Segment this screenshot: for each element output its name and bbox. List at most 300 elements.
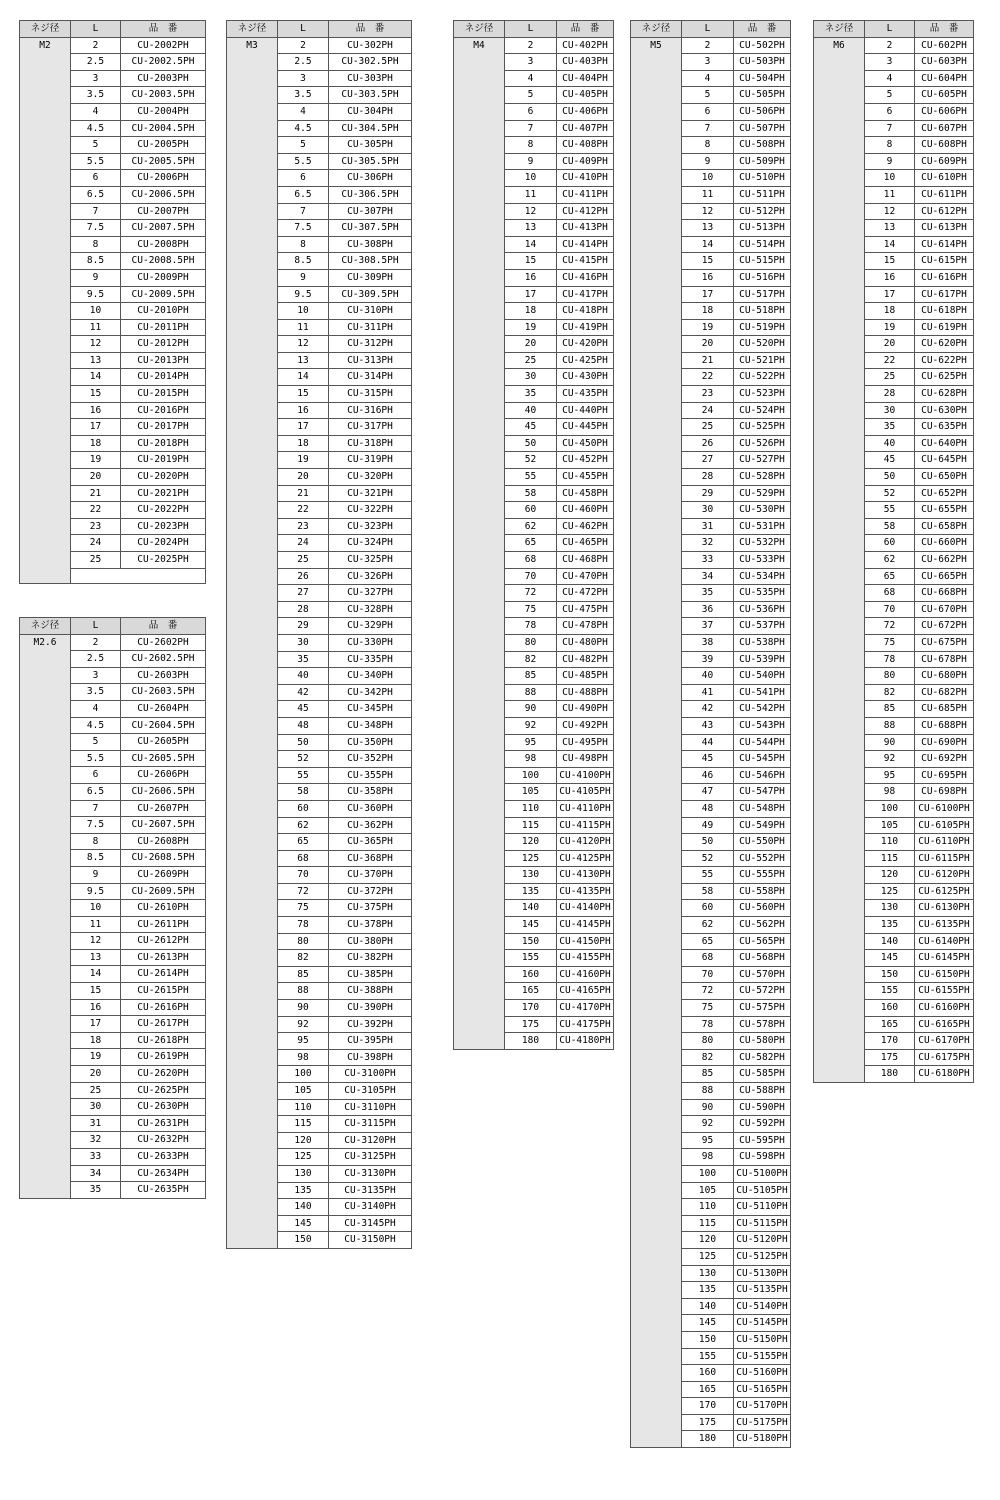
part-number-cell: CU-380PH	[329, 933, 412, 950]
part-number-cell: CU-543PH	[734, 717, 791, 734]
length-cell: 19	[682, 319, 734, 336]
part-number-cell: CU-2003PH	[121, 70, 206, 87]
part-number-cell: CU-532PH	[734, 535, 791, 552]
length-cell: 175	[682, 1414, 734, 1431]
part-number-cell: CU-530PH	[734, 502, 791, 519]
length-cell: 70	[865, 601, 915, 618]
part-number-cell: CU-5100PH	[734, 1165, 791, 1182]
part-number-cell: CU-306.5PH	[329, 186, 412, 203]
length-cell: 105	[682, 1182, 734, 1199]
part-number-cell: CU-549PH	[734, 817, 791, 834]
part-number-cell: CU-2007PH	[121, 203, 206, 220]
length-cell: 5.5	[278, 153, 329, 170]
length-cell: 145	[865, 950, 915, 967]
length-cell: 75	[865, 634, 915, 651]
part-number-cell: CU-2006.5PH	[121, 186, 206, 203]
length-cell: 58	[865, 518, 915, 535]
part-number-cell: CU-4105PH	[557, 784, 614, 801]
part-number-cell: CU-322PH	[329, 502, 412, 519]
length-cell: 8	[71, 236, 121, 253]
length-cell: 31	[71, 1115, 121, 1132]
length-cell: 28	[865, 386, 915, 403]
part-number-cell: CU-2606PH	[121, 767, 206, 784]
part-number-cell: CU-416PH	[557, 269, 614, 286]
length-cell: 13	[682, 220, 734, 237]
length-cell: 170	[865, 1033, 915, 1050]
length-cell: 2.5	[71, 54, 121, 71]
part-number-cell: CU-475PH	[557, 601, 614, 618]
length-cell: 180	[505, 1033, 557, 1050]
part-number-cell: CU-495PH	[557, 734, 614, 751]
screw-size-cell: M2.6	[20, 634, 71, 1198]
part-number-cell: CU-425PH	[557, 352, 614, 369]
part-number-cell: CU-4145PH	[557, 917, 614, 934]
part-number-cell: CU-506PH	[734, 103, 791, 120]
part-number-cell: CU-2004PH	[121, 103, 206, 120]
length-cell: 17	[71, 1016, 121, 1033]
part-number-cell: CU-2008.5PH	[121, 253, 206, 270]
part-number-cell: CU-340PH	[329, 668, 412, 685]
part-number-cell: CU-4125PH	[557, 850, 614, 867]
header-part-number: 品 番	[734, 21, 791, 38]
part-number-cell: CU-620PH	[915, 336, 974, 353]
part-number-cell: CU-409PH	[557, 153, 614, 170]
part-number-cell: CU-2607PH	[121, 800, 206, 817]
length-cell: 9.5	[71, 883, 121, 900]
length-cell: 58	[505, 485, 557, 502]
length-cell: 19	[278, 452, 329, 469]
part-number-cell: CU-490PH	[557, 701, 614, 718]
part-number-cell: CU-4130PH	[557, 867, 614, 884]
length-cell: 115	[865, 850, 915, 867]
length-cell: 40	[505, 402, 557, 419]
length-cell: 72	[505, 585, 557, 602]
length-cell: 55	[278, 767, 329, 784]
length-cell: 16	[865, 269, 915, 286]
length-cell: 82	[865, 684, 915, 701]
length-cell: 52	[865, 485, 915, 502]
length-cell: 46	[682, 767, 734, 784]
length-cell: 52	[682, 850, 734, 867]
part-number-cell: CU-375PH	[329, 900, 412, 917]
length-cell: 41	[682, 684, 734, 701]
part-number-cell: CU-342PH	[329, 684, 412, 701]
length-cell: 88	[682, 1083, 734, 1100]
part-number-cell: CU-2617PH	[121, 1016, 206, 1033]
part-number-cell: CU-588PH	[734, 1083, 791, 1100]
part-number-cell: CU-6105PH	[915, 817, 974, 834]
header-size: ネジ径	[814, 21, 865, 38]
part-number-cell: CU-2012PH	[121, 336, 206, 353]
part-number-cell: CU-2025PH	[121, 552, 206, 569]
part-number-cell: CU-2022PH	[121, 502, 206, 519]
length-cell: 72	[278, 883, 329, 900]
length-cell: 17	[682, 286, 734, 303]
part-number-cell: CU-606PH	[915, 103, 974, 120]
length-cell: 85	[505, 668, 557, 685]
part-number-cell: CU-550PH	[734, 834, 791, 851]
part-number-cell: CU-602PH	[915, 37, 974, 54]
length-cell: 9	[278, 269, 329, 286]
part-number-cell: CU-324PH	[329, 535, 412, 552]
screw-size-cell: M5	[631, 37, 682, 1447]
part-number-cell: CU-430PH	[557, 369, 614, 386]
part-number-cell: CU-2007.5PH	[121, 220, 206, 237]
part-number-cell: CU-2605.5PH	[121, 750, 206, 767]
part-number-cell: CU-2604PH	[121, 700, 206, 717]
part-number-cell: CU-335PH	[329, 651, 412, 668]
part-number-cell: CU-2615PH	[121, 983, 206, 1000]
part-number-cell: CU-410PH	[557, 170, 614, 187]
length-cell: 3	[505, 54, 557, 71]
length-cell: 4	[865, 70, 915, 87]
part-number-cell: CU-5150PH	[734, 1331, 791, 1348]
length-cell: 30	[71, 1099, 121, 1116]
length-cell: 115	[682, 1215, 734, 1232]
part-number-cell: CU-310PH	[329, 303, 412, 320]
part-number-cell: CU-5180PH	[734, 1431, 791, 1448]
length-cell: 100	[278, 1066, 329, 1083]
part-number-cell: CU-452PH	[557, 452, 614, 469]
length-cell: 110	[865, 834, 915, 851]
part-number-cell: CU-317PH	[329, 419, 412, 436]
length-cell: 7	[505, 120, 557, 137]
length-cell: 7	[71, 203, 121, 220]
part-number-cell: CU-2614PH	[121, 966, 206, 983]
length-cell: 88	[505, 684, 557, 701]
part-number-cell: CU-6180PH	[915, 1066, 974, 1083]
part-number-cell: CU-2605PH	[121, 734, 206, 751]
spec-table-m6	[813, 20, 974, 1083]
part-number-cell: CU-419PH	[557, 319, 614, 336]
part-number-cell: CU-604PH	[915, 70, 974, 87]
part-number-cell: CU-2630PH	[121, 1099, 206, 1116]
length-cell: 16	[71, 999, 121, 1016]
length-cell: 8	[682, 137, 734, 154]
length-cell: 155	[865, 983, 915, 1000]
length-cell: 80	[505, 634, 557, 651]
length-cell: 58	[278, 784, 329, 801]
part-number-cell: CU-6150PH	[915, 966, 974, 983]
part-number-cell: CU-304PH	[329, 103, 412, 120]
part-number-cell: CU-5155PH	[734, 1348, 791, 1365]
part-number-cell: CU-628PH	[915, 386, 974, 403]
part-number-cell: CU-545PH	[734, 751, 791, 768]
length-cell: 2.5	[278, 54, 329, 71]
part-number-cell: CU-4175PH	[557, 1016, 614, 1033]
length-cell: 24	[682, 402, 734, 419]
part-number-cell: CU-3150PH	[329, 1232, 412, 1249]
part-number-cell: CU-3115PH	[329, 1116, 412, 1133]
part-number-cell: CU-2005.5PH	[121, 153, 206, 170]
part-number-cell: CU-440PH	[557, 402, 614, 419]
part-number-cell: CU-313PH	[329, 352, 412, 369]
part-number-cell: CU-435PH	[557, 386, 614, 403]
length-cell: 30	[682, 502, 734, 519]
part-number-cell: CU-362PH	[329, 817, 412, 834]
part-number-cell: CU-327PH	[329, 585, 412, 602]
part-number-cell: CU-328PH	[329, 601, 412, 618]
length-cell: 62	[682, 917, 734, 934]
length-cell: 125	[865, 883, 915, 900]
length-cell: 21	[278, 485, 329, 502]
length-cell: 6	[71, 767, 121, 784]
length-cell: 18	[71, 435, 121, 452]
part-number-cell: CU-650PH	[915, 469, 974, 486]
part-number-cell: CU-329PH	[329, 618, 412, 635]
part-number-cell: CU-572PH	[734, 983, 791, 1000]
header-part-number: 品 番	[915, 21, 974, 38]
length-cell: 150	[278, 1232, 329, 1249]
length-cell: 95	[505, 734, 557, 751]
length-cell: 45	[682, 751, 734, 768]
part-number-cell: CU-2606.5PH	[121, 783, 206, 800]
length-cell: 9	[682, 153, 734, 170]
length-cell: 2	[278, 37, 329, 54]
part-number-cell: CU-3140PH	[329, 1199, 412, 1216]
part-number-cell: CU-2620PH	[121, 1066, 206, 1083]
length-cell: 12	[71, 933, 121, 950]
header-size: ネジ径	[227, 21, 278, 38]
length-cell: 8	[505, 137, 557, 154]
part-number-cell: CU-4110PH	[557, 800, 614, 817]
part-number-cell: CU-2009PH	[121, 269, 206, 286]
length-cell: 33	[71, 1149, 121, 1166]
length-cell: 11	[505, 186, 557, 203]
part-number-cell: CU-309.5PH	[329, 286, 412, 303]
length-cell: 26	[278, 568, 329, 585]
length-cell: 14	[71, 966, 121, 983]
part-number-cell: CU-685PH	[915, 701, 974, 718]
part-number-cell: CU-611PH	[915, 186, 974, 203]
length-cell: 2	[71, 37, 121, 54]
part-number-cell: CU-314PH	[329, 369, 412, 386]
length-cell: 47	[682, 784, 734, 801]
length-cell: 18	[71, 1032, 121, 1049]
length-cell: 19	[505, 319, 557, 336]
part-number-cell: CU-605PH	[915, 87, 974, 104]
length-cell: 25	[682, 419, 734, 436]
header-size: ネジ径	[454, 21, 505, 38]
part-number-cell: CU-6160PH	[915, 1000, 974, 1017]
length-cell: 4	[71, 103, 121, 120]
part-number-cell: CU-590PH	[734, 1099, 791, 1116]
part-number-cell: CU-2625PH	[121, 1082, 206, 1099]
part-number-cell: CU-512PH	[734, 203, 791, 220]
part-number-cell: CU-517PH	[734, 286, 791, 303]
length-cell: 7	[278, 203, 329, 220]
part-number-cell: CU-580PH	[734, 1033, 791, 1050]
table-row	[814, 37, 974, 54]
part-number-cell: CU-3135PH	[329, 1182, 412, 1199]
part-number-cell: CU-3120PH	[329, 1132, 412, 1149]
length-cell: 78	[865, 651, 915, 668]
length-cell: 40	[278, 668, 329, 685]
part-number-cell: CU-522PH	[734, 369, 791, 386]
length-cell: 65	[865, 568, 915, 585]
part-number-cell: CU-395PH	[329, 1033, 412, 1050]
part-number-cell: CU-4115PH	[557, 817, 614, 834]
length-cell: 3	[865, 54, 915, 71]
length-cell: 140	[278, 1199, 329, 1216]
length-cell: 78	[278, 917, 329, 934]
part-number-cell: CU-560PH	[734, 900, 791, 917]
part-number-cell: CU-308PH	[329, 236, 412, 253]
length-cell: 82	[278, 950, 329, 967]
part-number-cell: CU-619PH	[915, 319, 974, 336]
part-number-cell: CU-622PH	[915, 352, 974, 369]
length-cell: 65	[505, 535, 557, 552]
part-number-cell: CU-320PH	[329, 469, 412, 486]
header-size: ネジ径	[631, 21, 682, 38]
length-cell: 125	[278, 1149, 329, 1166]
part-number-cell: CU-5170PH	[734, 1398, 791, 1415]
part-number-cell: CU-652PH	[915, 485, 974, 502]
part-number-cell: CU-403PH	[557, 54, 614, 71]
length-cell: 38	[682, 634, 734, 651]
part-number-cell: CU-411PH	[557, 186, 614, 203]
length-cell: 140	[505, 900, 557, 917]
part-number-cell: CU-316PH	[329, 402, 412, 419]
length-cell: 12	[71, 336, 121, 353]
part-number-cell: CU-2635PH	[121, 1182, 206, 1199]
part-number-cell: CU-2024PH	[121, 535, 206, 552]
part-number-cell: CU-562PH	[734, 917, 791, 934]
length-cell: 98	[505, 751, 557, 768]
table-row	[20, 37, 206, 54]
length-cell: 165	[505, 983, 557, 1000]
part-number-cell: CU-6120PH	[915, 867, 974, 884]
part-number-cell: CU-4120PH	[557, 834, 614, 851]
part-number-cell: CU-306PH	[329, 170, 412, 187]
length-cell: 8	[71, 833, 121, 850]
length-cell: 32	[682, 535, 734, 552]
length-cell: 7	[71, 800, 121, 817]
spec-table-m4	[453, 20, 614, 1050]
length-cell: 11	[682, 186, 734, 203]
part-number-cell: CU-529PH	[734, 485, 791, 502]
length-cell: 62	[278, 817, 329, 834]
part-number-cell: CU-520PH	[734, 336, 791, 353]
header-length: L	[505, 21, 557, 38]
part-number-cell: CU-2014PH	[121, 369, 206, 386]
part-number-cell: CU-665PH	[915, 568, 974, 585]
part-number-cell: CU-3100PH	[329, 1066, 412, 1083]
part-number-cell: CU-304.5PH	[329, 120, 412, 137]
length-cell: 36	[682, 601, 734, 618]
part-number-cell: CU-2613PH	[121, 949, 206, 966]
length-cell: 95	[682, 1132, 734, 1149]
part-number-cell: CU-482PH	[557, 651, 614, 668]
part-number-cell: CU-2020PH	[121, 469, 206, 486]
length-cell: 22	[682, 369, 734, 386]
length-cell: 25	[278, 552, 329, 569]
part-number-cell: CU-5165PH	[734, 1381, 791, 1398]
part-number-cell: CU-527PH	[734, 452, 791, 469]
part-number-cell: CU-2016PH	[121, 402, 206, 419]
length-cell: 58	[682, 883, 734, 900]
part-number-cell: CU-514PH	[734, 236, 791, 253]
part-number-cell: CU-582PH	[734, 1049, 791, 1066]
length-cell: 120	[682, 1232, 734, 1249]
length-cell: 16	[71, 402, 121, 419]
length-cell: 92	[505, 717, 557, 734]
part-number-cell: CU-630PH	[915, 402, 974, 419]
part-number-cell: CU-668PH	[915, 585, 974, 602]
length-cell: 18	[682, 303, 734, 320]
part-number-cell: CU-319PH	[329, 452, 412, 469]
part-number-cell: CU-655PH	[915, 502, 974, 519]
header-part-number: 品 番	[329, 21, 412, 38]
part-number-cell: CU-516PH	[734, 269, 791, 286]
part-number-cell: CU-2619PH	[121, 1049, 206, 1066]
part-number-cell: CU-2618PH	[121, 1032, 206, 1049]
part-number-cell: CU-509PH	[734, 153, 791, 170]
length-cell: 10	[505, 170, 557, 187]
spec-table-m5	[630, 20, 791, 1448]
part-number-cell: CU-360PH	[329, 800, 412, 817]
length-cell: 70	[505, 568, 557, 585]
part-number-cell: CU-350PH	[329, 734, 412, 751]
part-number-cell: CU-465PH	[557, 535, 614, 552]
length-cell: 30	[505, 369, 557, 386]
length-cell: 65	[278, 834, 329, 851]
length-cell: 105	[505, 784, 557, 801]
length-cell: 92	[278, 1016, 329, 1033]
length-cell: 180	[865, 1066, 915, 1083]
part-number-cell: CU-578PH	[734, 1016, 791, 1033]
part-number-cell: CU-640PH	[915, 435, 974, 452]
part-number-cell: CU-5110PH	[734, 1199, 791, 1216]
length-cell: 13	[505, 220, 557, 237]
length-cell: 21	[682, 352, 734, 369]
part-number-cell: CU-5105PH	[734, 1182, 791, 1199]
part-number-cell: CU-2631PH	[121, 1115, 206, 1132]
part-number-cell: CU-617PH	[915, 286, 974, 303]
part-number-cell: CU-307.5PH	[329, 220, 412, 237]
length-cell: 145	[505, 917, 557, 934]
part-number-cell: CU-526PH	[734, 435, 791, 452]
part-number-cell: CU-2616PH	[121, 999, 206, 1016]
length-cell: 20	[682, 336, 734, 353]
length-cell: 25	[71, 552, 121, 569]
length-cell: 2	[865, 37, 915, 54]
length-cell: 37	[682, 618, 734, 635]
length-cell: 9.5	[71, 286, 121, 303]
length-cell: 9	[505, 153, 557, 170]
table-row	[20, 634, 206, 651]
length-cell: 4.5	[71, 120, 121, 137]
part-number-cell: CU-345PH	[329, 701, 412, 718]
part-number-cell: CU-406PH	[557, 103, 614, 120]
length-cell: 140	[865, 933, 915, 950]
length-cell: 20	[71, 469, 121, 486]
length-cell: 12	[505, 203, 557, 220]
length-cell: 11	[865, 186, 915, 203]
length-cell: 12	[278, 336, 329, 353]
length-cell: 21	[71, 485, 121, 502]
part-number-cell: CU-535PH	[734, 585, 791, 602]
part-number-cell: CU-358PH	[329, 784, 412, 801]
length-cell: 68	[682, 950, 734, 967]
part-number-cell: CU-472PH	[557, 585, 614, 602]
part-number-cell: CU-5175PH	[734, 1414, 791, 1431]
part-number-cell: CU-468PH	[557, 552, 614, 569]
length-cell: 6.5	[71, 783, 121, 800]
length-cell: 45	[505, 419, 557, 436]
length-cell: 9	[71, 866, 121, 883]
part-number-cell: CU-645PH	[915, 452, 974, 469]
